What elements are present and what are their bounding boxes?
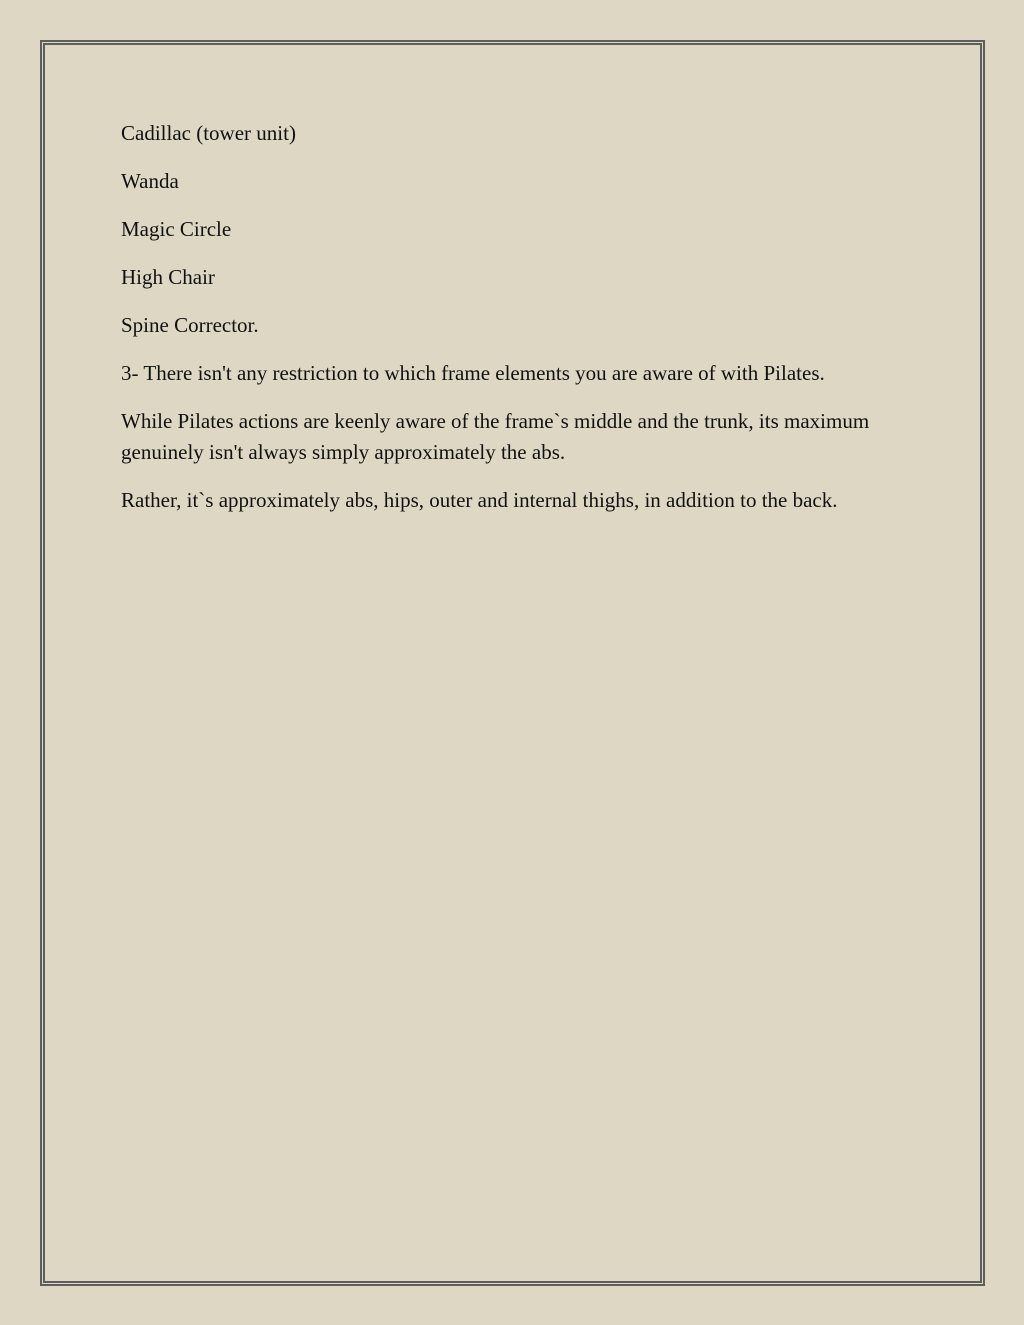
- equipment-item-high-chair: High Chair: [121, 265, 215, 289]
- document-body: [121, 118, 891, 533]
- equipment-item-wanda: Wanda: [121, 169, 179, 193]
- point-3-paragraph: 3- There isn't any restriction to which frame elements you are aware of with Pilates.: [121, 361, 825, 385]
- body-paragraph: While Pilates actions are keenly aware of the frame`s middle and the trunk, its maximum genuinely isn't always simply approximately the abs.: [121, 409, 870, 464]
- equipment-item-cadillac: Cadillac (tower unit): [121, 121, 296, 145]
- equipment-item-spine-corrector: Spine Corrector.: [121, 313, 259, 337]
- equipment-item-magic-circle: Magic Circle: [121, 217, 232, 241]
- body-paragraph: Rather, it`s approximately abs, hips, outer and internal thighs, in addition to the back.: [121, 488, 838, 512]
